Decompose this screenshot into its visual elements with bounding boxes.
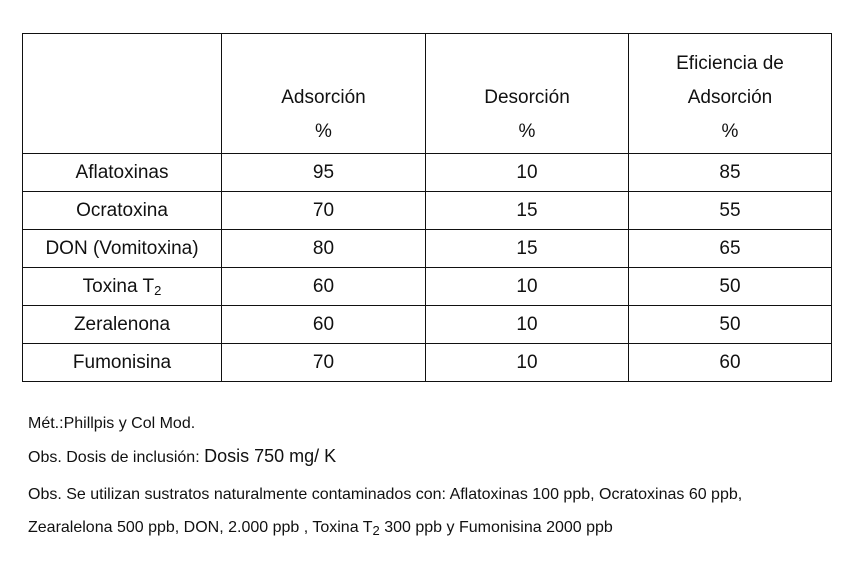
header-adsorcion-unit: % bbox=[315, 121, 332, 142]
notes-section bbox=[28, 414, 828, 547]
mycotoxin-name-text: Zeralenona bbox=[73, 313, 171, 335]
mycotoxin-name-text: DON (Vomitoxina) bbox=[45, 237, 199, 259]
mycotoxin-name-text: Ocratoxina bbox=[76, 199, 168, 221]
table-header-row bbox=[23, 34, 832, 154]
dose-note bbox=[28, 446, 828, 468]
row-adsorcion-value: 70 bbox=[222, 192, 426, 230]
table-row bbox=[23, 192, 832, 230]
row-eficiencia-value: 50 bbox=[629, 268, 832, 306]
row-desorcion-value: 15 bbox=[426, 230, 629, 268]
row-eficiencia-value: 50 bbox=[629, 306, 832, 344]
row-adsorcion-value: 60 bbox=[222, 268, 426, 306]
row-eficiencia-value: 65 bbox=[629, 230, 832, 268]
row-eficiencia-value: 60 bbox=[629, 344, 832, 382]
header-cell-desorcion bbox=[426, 34, 629, 154]
row-mycotoxin-name bbox=[23, 268, 222, 306]
row-eficiencia-value: 85 bbox=[629, 154, 832, 192]
row-desorcion-value: 10 bbox=[426, 306, 629, 344]
row-mycotoxin-name bbox=[23, 192, 222, 230]
row-desorcion-value: 10 bbox=[426, 344, 629, 382]
row-desorcion-value: 15 bbox=[426, 192, 629, 230]
mycotoxin-name-subscript: 2 bbox=[154, 282, 162, 298]
table-row bbox=[23, 268, 832, 306]
table-row bbox=[23, 154, 832, 192]
substrates-note-subscript: 2 bbox=[372, 523, 380, 538]
header-cell-eficiencia bbox=[629, 34, 832, 154]
substrates-note bbox=[28, 478, 828, 547]
table-body bbox=[23, 34, 832, 382]
table-row bbox=[23, 230, 832, 268]
header-desorcion-unit: % bbox=[518, 121, 536, 142]
header-eficiencia-title-line2: Adsorción bbox=[687, 87, 773, 108]
mycotoxin-name-text: Fumonisina bbox=[72, 351, 172, 373]
mycotoxin-name-text: Aflatoxinas bbox=[75, 161, 169, 183]
header-cell-mycotoxin bbox=[23, 34, 222, 154]
substrates-note-part2: 300 ppb y Fumonisina 2000 ppb bbox=[379, 519, 613, 536]
row-mycotoxin-name bbox=[23, 306, 222, 344]
header-desorcion-title: Desorción bbox=[484, 87, 570, 108]
row-mycotoxin-name bbox=[23, 344, 222, 382]
table-row bbox=[23, 306, 832, 344]
row-desorcion-value: 10 bbox=[426, 154, 629, 192]
method-note: Mét.:Phillpis y Col Mod. bbox=[28, 415, 196, 432]
row-eficiencia-value: 55 bbox=[629, 192, 832, 230]
header-eficiencia-unit: % bbox=[721, 121, 739, 142]
row-adsorcion-value: 80 bbox=[222, 230, 426, 268]
mycotoxin-adsorption-table bbox=[22, 33, 832, 382]
row-adsorcion-value: 60 bbox=[222, 306, 426, 344]
dose-note-value: Dosis 750 mg/ K bbox=[204, 446, 337, 466]
mycotoxin-name-text: Toxina T bbox=[82, 275, 155, 297]
row-mycotoxin-name bbox=[23, 230, 222, 268]
header-eficiencia-title-line1: Eficiencia de bbox=[676, 53, 784, 74]
row-adsorcion-value: 70 bbox=[222, 344, 426, 382]
header-adsorcion-title: Adsorción bbox=[281, 87, 366, 108]
dose-note-prefix: Obs. Dosis de inclusión: bbox=[28, 449, 205, 466]
row-mycotoxin-name bbox=[23, 154, 222, 192]
table-row bbox=[23, 344, 832, 382]
substrates-note-part1: Obs. Se utilizan sustratos naturalmente contaminados con: Aflatoxinas 100 ppb, Ocratoxinas 60 ppb, Zearalelona 500 ppb, DON, 2.000 ppb , Toxina T bbox=[28, 486, 743, 536]
row-desorcion-value: 10 bbox=[426, 268, 629, 306]
row-adsorcion-value: 95 bbox=[222, 154, 426, 192]
header-cell-adsorcion bbox=[222, 34, 426, 154]
